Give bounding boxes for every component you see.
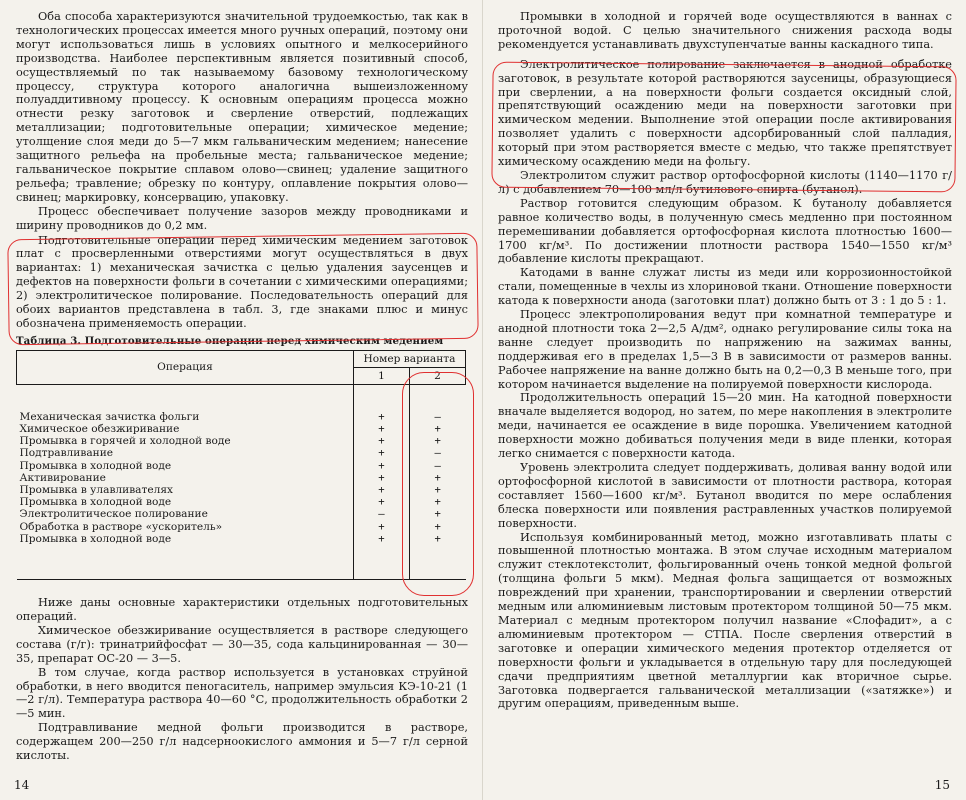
paragraph: Подтравливание медной фольги производится в растворе, содержащем 200—250 г/л надсерноокислого аммония и 5—7 г/л серной кислоты. — [16, 721, 468, 763]
operation-cell: Промывка в холодной воде — [19, 496, 172, 509]
variant-2-cell: + — [409, 496, 465, 508]
operations-table — [16, 350, 466, 580]
paragraph: Электролитическое полирование заключается в анодной обработке заготовок, в результате которой растворяются заусеницы, образующиеся при сверлении, а на поверхности фольги создается оксидный слой, препятствующий осаждению меди на поверхности заготовки при химическом медении. Выполнение этой операции после активирования позволяет удалить с поверхности адсорбированный слой палладия, который при этом растворяется вместе с медью, что также препятствует химическому осаждению меди на фольгу. — [498, 57, 952, 169]
paragraph: Электролитом служит раствор ортофосфорной кислоты (1140—1170 г/л) с добавлением 70—100 мл/л бутилового спирта (бутанол). — [498, 168, 952, 196]
paragraph: Химическое обезжиривание осуществляется в растворе следующего состава (г/г): тринатрийфосфат — 30—35, сода кальцинированная — 30—35, препарат ОС-20 — 3—5. — [16, 623, 468, 665]
operation-cell: Промывка в горячей и холодной воде — [19, 435, 231, 448]
operation-cell: Механическая зачистка фольги — [19, 410, 200, 423]
page-number: 14 — [14, 778, 30, 792]
variant-2-cell: — — [409, 460, 465, 472]
variant-1-cell: + — [354, 423, 410, 435]
variant-2-cell: + — [409, 435, 465, 447]
paragraph: Уровень электролита следует поддерживать, доливая ванну водой или ортофосфорной кислотой в зависимости от плотности раствора, которая составляет 1560—1600 кг/м³. Бутанол вводится по мере ослабления блеска поверхности или появления растравленных участков полируемой поверхности. — [498, 461, 952, 530]
operation-cell: Промывка в холодной воде — [19, 459, 172, 472]
table-row — [17, 447, 466, 459]
paragraph: Промывки в холодной и горячей воде осуществляются в ваннах с проточной водой. С целью значительного снижения расхода воды рекомендуется устанавливать двухступенчатые ванны каскадного типа. — [498, 10, 952, 51]
paragraph: Раствор готовится следующим образом. К бутанолу добавляется равное количество воды, в полученную смесь медленно при постоянном перемешивании добавляется ортофосфорная кислота плотностью 1600—1700 кг/м³. По достижении плотности раствора 1540—1550 кг/м³ добавление кислоты прекращают. — [498, 196, 952, 266]
variant-2-cell: + — [409, 508, 465, 520]
paragraph: Подготовительные операции перед химическим медением заготовок плат с просверленными отверстиями могут осуществляться в двух вариантах: 1) механическая зачистка с целью удаления заусенцев и дефектов на поверхности фольги в сочетании с химическими операциями; 2) электролитическое полирование. Последовательность операций для обоих вариантов представлена в табл. 3, где знаками плюс и минус обозначена применяемость операции. — [16, 233, 468, 330]
variant-1-cell: + — [354, 484, 410, 496]
left-page — [0, 0, 478, 800]
variant-1-cell: + — [354, 496, 410, 508]
table-row — [17, 521, 466, 533]
operation-cell: Активирование — [19, 471, 106, 484]
variant-1-cell: + — [354, 472, 410, 484]
table-row — [17, 423, 466, 435]
column-header-variant-1: 1 — [354, 367, 410, 384]
operation-cell: Промывка в улавливателях — [19, 484, 174, 497]
right-page — [488, 0, 966, 800]
table-row — [17, 533, 466, 580]
variant-2-cell: + — [409, 484, 465, 496]
paragraph: Оба способа характеризуются значительной трудоемкостью, так как в технологических процессах имеется много ручных операций, поэтому они могут использоваться лишь в условиях опытного и мелкосерийного производства. Наиболее перспективным является позитивный способ, осуществляемый по так называемому базовому технологическому процессу, структура которого аналогична вышеизложенному полуаддитивному процессу. К основным операциям процесса можно отнести резку заготовок и сверление отверстий, подлежащих металлизации; подготовительные операции; химическое медение; утолщение слоя меди до 5—7 мкм гальваническим медением; нанесение защитного рельефа на пробельные места; гальваническое медение; гальваническое покрытие сплавом олово—свинец; удаление защитного рельефа; травление; обрезку по контуру, оплавление покрытия олово—свинец; маркировку, консервацию, упаковку. — [16, 10, 468, 204]
variant-1-cell: + — [354, 521, 410, 533]
page-divider — [482, 0, 483, 800]
table-row — [17, 435, 466, 447]
variant-2-cell: + — [409, 521, 465, 533]
table-row — [17, 472, 466, 484]
paragraph: Продолжительность операций 15—20 мин. На катодной поверхности вначале выделяется водород, но затем, по мере накопления в электролите меди, начинается ее осаждение в виде порошка. Увеличением катодной поверхности можно добиваться получения меди в виде пленки, которая легко снимается с поверхности катода. — [498, 391, 952, 461]
table-row — [17, 508, 466, 520]
variant-1-cell: + — [354, 411, 410, 423]
variant-2-cell: — — [409, 411, 465, 423]
operation-cell: Химическое обезжиривание — [19, 423, 180, 436]
paragraph: В том случае, когда раствор используется в установках струйной обработки, в него вводится пеногаситель, например эмульсия КЭ-10-21 (1—2 г/л). Температура раствора 40—60 °С, продолжительность обработки 2—5 мин. — [16, 665, 468, 721]
column-header-variant-2: 2 — [409, 367, 465, 384]
paragraph: Катодами в ванне служат листы из меди или коррозионностойкой стали, помещенные в чехлы из хлориновой ткани. Отношение поверхности катода к поверхности анода (заготовки плат) должно быть от 3 : 1 до 5 : 1. — [498, 266, 952, 308]
table-row — [17, 484, 466, 496]
variant-1-cell: + — [354, 447, 410, 459]
table-row — [17, 496, 466, 508]
variant-1-cell: + — [354, 435, 410, 447]
variant-1-cell: — — [354, 508, 410, 520]
column-header-operation: Операция — [17, 350, 354, 384]
paragraph: Ниже даны основные характеристики отдельных подготовительных операций. — [16, 596, 468, 623]
operation-cell: Обработка в растворе «ускоритель» — [19, 520, 223, 533]
operation-cell: Электролитическое полирование — [19, 508, 208, 521]
variant-2-cell: + — [409, 533, 465, 580]
operation-cell: Подтравливание — [19, 447, 114, 460]
paragraph: Используя комбинированный метод, можно изготавливать платы с повышенной плотностью монтажа. В этом случае исходным материалом служит стеклотекстолит, фольгированный очень тонкой медной фольгой (толщина фольги 5 мкм). Медная фольга защищается от возможных повреждений при хранении, транспортировании и сверлении отверстий медным или алюминиевым листовым протектором толщиной 50—75 мкм. Материал с медным протектором получил название «Слофадит», а с алюминиевым протектором — СТПА. После сверления отверстий в заготовке и операции химического медения протектор отделяется от поверхности фольги и укладывается в отдельную тару для последующей сдачи предприятиям цветной металлургии как вторичное сырье. Заготовка подвергается гальванической металлизации («затяжке») и другим операциям, приведенным выше. — [498, 530, 952, 711]
variant-1-cell: + — [354, 533, 410, 580]
operation-cell: Промывка в холодной воде — [19, 532, 172, 545]
table-caption: Таблица 3. Подготовительные операции перед химическим медением — [16, 334, 444, 347]
variant-2-cell: — — [409, 447, 465, 459]
table-row — [17, 411, 466, 423]
variant-2-cell: + — [409, 423, 465, 435]
paragraph: Процесс обеспечивает получение зазоров между проводниками и ширину проводников до 0,2 мм. — [16, 204, 468, 232]
paragraph: Процесс электрополирования ведут при комнатной температуре и анодной плотности тока 2—2,5 А/дм², однако регулирование силы тока на ванне следует производить по напряжению на зажимах ванны, поддерживая его в пределах 1,5—3 В в зависимости от размеров ванны. Рабочее напряжение на ванне должно быть на 0,2—0,3 В меньше того, при котором начинается выделение на полируемой поверхности кислорода. — [498, 308, 952, 391]
variant-2-cell: + — [409, 472, 465, 484]
column-header-variant: Номер варианта — [354, 350, 466, 367]
variant-1-cell: + — [354, 460, 410, 472]
table-row — [17, 460, 466, 472]
page-number: 15 — [934, 778, 950, 792]
